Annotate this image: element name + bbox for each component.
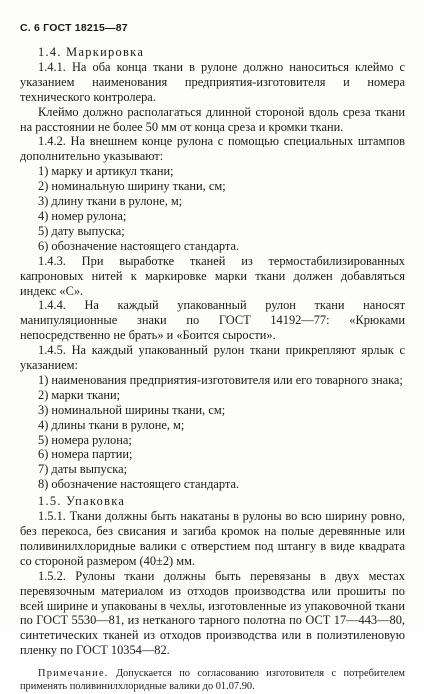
paragraph-1-5-1: 1.5.1. Ткани должны быть накатаны в рулоны во всю ширину ровно, без перекоса, без свисания и загиба кромок на полые деревянные или поливинилхлоридные валики с отверстием под штангу в виде квадрата со стороной размером (40±2) мм. (20, 509, 405, 568)
paragraph-1-4-1: 1.4.1. На оба конца ткани в рулоне должно наноситься клеймо с указанием наименования предприятия-изготовителя и номера технического контролера. (20, 59, 405, 104)
list-item: 5) дату выпуска; (38, 223, 125, 238)
section-title-packing: 1.5. Упаковка (38, 494, 126, 509)
list-item: 2) номинальную ширину ткани, см; (38, 179, 226, 194)
page-header: С. 6 ГОСТ 18215—87 (20, 22, 128, 34)
note-text: Допускается по согласованию изготовителя с потребителем применять поливинилхлоридные валики до 01.07.90. (20, 668, 405, 692)
list-item: 6) номера партии; (38, 447, 133, 462)
document-body (20, 45, 405, 694)
paragraph-1-4-1-continued: Клеймо должно располагаться длинной стороной вдоль среза ткани на расстоянии не более 50 мм от конца среза и кромки ткани. (20, 104, 405, 134)
list-1-4-5 (20, 373, 405, 492)
list-item: 1) марку и артикул ткани; (38, 164, 174, 179)
list-item: 8) обозначение настоящего стандарта. (38, 477, 240, 492)
paragraph-1-4-3: 1.4.3. При выработке тканей из термостабилизированных капроновых нитей к маркировке марки ткани должен добавляться индекс «С». (20, 253, 405, 298)
paragraph-1-4-5: 1.4.5. На каждый упакованный рулон ткани прикрепляют ярлык с указанием: (20, 343, 405, 373)
note (20, 668, 405, 694)
list-item: 3) длину ткани в рулоне, м; (38, 194, 183, 209)
paragraph-1-4-4: 1.4.4. На каждый упакованный рулон ткани наносят манипуляционные знаки по ГОСТ 14192—77: «Крюками непосредственно не брать» и «Боится сырости». (20, 298, 405, 343)
list-item: 1) наименования предприятия-изготовителя или его товарного знака; (38, 372, 403, 387)
note-label: Примечание. (38, 668, 109, 680)
section-title-marking: 1.4. Маркировка (38, 45, 145, 59)
list-item: 4) номер рулона; (38, 208, 127, 223)
paragraph-1-5-2: 1.5.2. Рулоны ткани должны быть перевязаны в двух местах перевязочным материалом из отходов производства или прошиты по всей ширине и упакованы в чехлы, изготовленные из упаковочной ткани по ГОСТ 5530—81, из нетканого тарного полотна по ОСТ 17—443—80, синтетических тканей из отходов производства или в полиэтиленовую пленку по ГОСТ 10354—82. (20, 568, 405, 658)
list-1-4-2 (20, 164, 405, 253)
list-item: 2) марки ткани; (38, 387, 121, 402)
list-item: 5) номера рулона; (38, 432, 132, 447)
list-item: 3) номинальной ширины ткани, см; (38, 402, 226, 417)
list-item: 6) обозначение настоящего стандарта. (38, 238, 240, 253)
list-item: 7) даты выпуска; (38, 462, 128, 477)
list-item: 4) длины ткани в рулоне, м; (38, 417, 185, 432)
paragraph-1-4-2: 1.4.2. На внешнем конце рулона с помощью специальных штампов дополнительно указывают: (20, 134, 405, 164)
